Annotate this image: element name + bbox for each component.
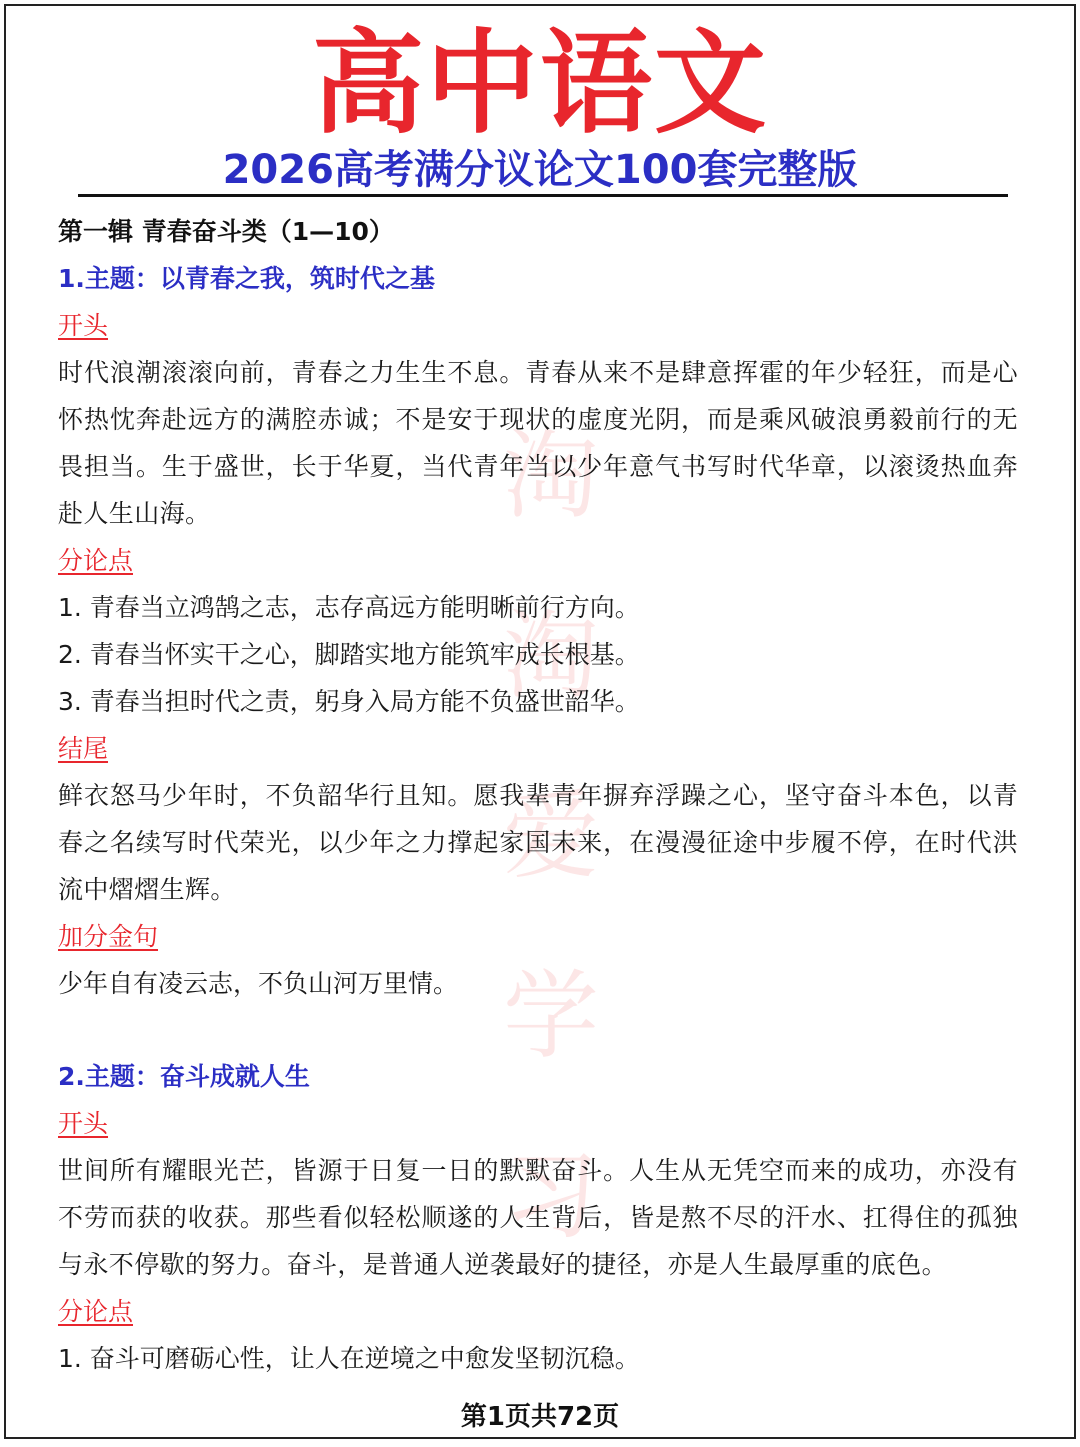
opening-label: 开头 (58, 1109, 109, 1138)
page-subtitle: 2026高考满分议论文100套完整版 (222, 147, 858, 193)
essay-block (58, 1053, 1018, 1382)
quote-label: 加分金句 (58, 922, 159, 951)
section-title: 第一辑 青春奋斗类（1—10） (58, 217, 394, 246)
essay-content (58, 208, 1018, 1382)
watermark: 淘 淘 爱 学 习 (503, 420, 599, 1252)
points-label: 分论点 (58, 546, 134, 575)
essay-block (58, 255, 1018, 1007)
sub-argument: 1. 奋斗可磨砺心性，让人在逆境之中愈发坚韧沉稳。 (58, 1344, 640, 1373)
ending-label: 结尾 (58, 734, 109, 763)
essay-topic: 1.主题：以青春之我，筑时代之基 (58, 264, 435, 293)
opening-label: 开头 (58, 311, 109, 340)
page-title: 高中语文 (312, 19, 768, 149)
sub-argument: 1. 青春当立鸿鹄之志，志存高远方能明晰前行方向。 (58, 593, 640, 622)
title-divider (78, 194, 1008, 197)
essay-topic: 2.主题：奋斗成就人生 (58, 1062, 310, 1091)
golden-quote: 少年自有凌云志，不负山河万里情。 (58, 969, 459, 998)
points-label: 分论点 (58, 1297, 134, 1326)
sub-argument: 3. 青春当担时代之责，躬身入局方能不负盛世韶华。 (58, 687, 640, 716)
page-number: 第1页共72页 (460, 1402, 620, 1432)
opening-paragraph: 时代浪潮滚滚向前，青春之力生生不息。青春从来不是肆意挥霍的年少轻狂，而是心怀热忱奔赴远方的满腔赤诚；不是安于现状的虚度光阴，而是乘风破浪勇毅前行的无畏担当。生于盛世，长于华夏，当代青年当以少年意气书写时代华章，以滚烫热血奔赴人生山海。 (58, 358, 1018, 528)
document-page (4, 4, 1076, 1439)
spacer (58, 1007, 1018, 1053)
ending-paragraph: 鲜衣怒马少年时，不负韶华行且知。愿我辈青年摒弃浮躁之心，坚守奋斗本色，以青春之名续写时代荣光，以少年之力撑起家国未来，在漫漫征途中步履不停，在时代洪流中熠熠生辉。 (58, 781, 1018, 904)
sub-argument: 2. 青春当怀实干之心，脚踏实地方能筑牢成长根基。 (58, 640, 640, 669)
opening-paragraph: 世间所有耀眼光芒，皆源于日复一日的默默奋斗。人生从无凭空而来的成功，亦没有不劳而获的收获。那些看似轻松顺遂的人生背后，皆是熬不尽的汗水、扛得住的孤独与永不停歇的努力。奋斗，是普通人逆袭最好的捷径，亦是人生最厚重的底色。 (58, 1156, 1018, 1279)
